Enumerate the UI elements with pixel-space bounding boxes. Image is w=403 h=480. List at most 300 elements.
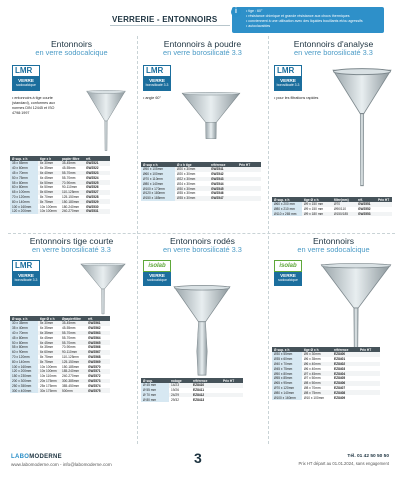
table-cell: 24/29 bbox=[169, 393, 191, 398]
table-cell bbox=[237, 196, 261, 201]
footer-website[interactable]: www.labomoderne.com - info@labomoderne.com bbox=[11, 462, 112, 467]
spec-table bbox=[272, 197, 392, 216]
table-cell: GW2573 bbox=[86, 379, 110, 384]
table-header-cell: Prix HT bbox=[358, 347, 380, 352]
table-cell: GW2525 bbox=[84, 180, 110, 185]
panel-title: Entonnoirs d'analyse bbox=[293, 39, 374, 49]
table-cell: GW2574 bbox=[88, 383, 101, 388]
table-header-cell: Prix HT bbox=[237, 162, 261, 167]
funnel-icon bbox=[86, 90, 126, 152]
table-cell: GW2521 bbox=[84, 161, 110, 166]
funnel-image bbox=[320, 263, 392, 358]
product-description bbox=[274, 96, 318, 101]
table-cell: GW2543 bbox=[209, 177, 237, 182]
table-cell: 35 x 55mm bbox=[10, 161, 38, 166]
table-cell: Ø50 x 105mm bbox=[141, 167, 175, 172]
table-cell: Ø 80 mm bbox=[141, 397, 169, 402]
panel-subtitle: en verre borosilicaté 3.3 bbox=[163, 245, 242, 254]
table-cell: Ø110 x 265 mm bbox=[272, 212, 302, 217]
table-cell: 50 x 80mm bbox=[10, 340, 38, 345]
badge-material-type: sodocalcique bbox=[278, 278, 298, 282]
table-header-cell: papier filtre bbox=[60, 156, 84, 161]
table-cell: 300-385mm bbox=[60, 379, 86, 384]
brand-logo: isolab bbox=[274, 260, 302, 272]
table-cell: GW2564 bbox=[88, 335, 101, 340]
table-cell: Ø150 x 185mm bbox=[141, 196, 175, 201]
table-cell: Ø 45 mm bbox=[141, 383, 169, 388]
table-cell: Ø70 x 120mm bbox=[272, 386, 302, 391]
brand-logo: LMR bbox=[143, 65, 171, 77]
footer-price-note: Prix HT départ au 01.01.2024, sans engagement bbox=[298, 461, 389, 466]
spec-table bbox=[272, 347, 380, 400]
description-line: • entonnoirs à tige courte bbox=[12, 96, 53, 100]
table-cell: 6x 35mm bbox=[40, 166, 54, 171]
material-badge bbox=[274, 65, 302, 91]
description-line: • pour les filtrations rapides bbox=[274, 96, 319, 100]
column-divider bbox=[137, 36, 138, 444]
table-cell: GW2545 bbox=[209, 186, 237, 191]
badge-material-label bbox=[143, 272, 171, 286]
table-cell: GW2526 bbox=[86, 185, 99, 190]
page-number: 3 bbox=[194, 450, 202, 466]
table-cell: Ø8 x 50mm bbox=[302, 381, 332, 386]
table-cell: Ø5 x 30mm bbox=[302, 352, 332, 357]
table-cell: Ø35 x 30mm bbox=[175, 196, 209, 201]
table-cell: EZ8406 bbox=[332, 381, 358, 386]
table-cell: GW2547 bbox=[209, 196, 237, 201]
product-description bbox=[143, 96, 161, 101]
table-cell: GW2524 bbox=[86, 175, 99, 180]
table-cell: 185-240mm bbox=[60, 369, 86, 374]
info-line: • tige : 60° bbox=[246, 9, 263, 13]
spec-table bbox=[141, 378, 243, 402]
info-line: • résistance chimique et grande résistance aux chocs thermiques bbox=[246, 14, 350, 18]
table-cell: 6x 45mm bbox=[40, 175, 54, 180]
table-header-cell: réf. bbox=[356, 197, 376, 202]
table-cell: 385-450mm bbox=[62, 383, 80, 388]
panel-subtitle: en verre borosilicaté 3.3 bbox=[294, 48, 373, 57]
product-panel bbox=[272, 237, 395, 433]
table-cell: 110-125mm bbox=[62, 354, 79, 359]
table-cell: Ø50 x 80mm bbox=[272, 371, 302, 376]
table-cell: Ø65 x 95mm bbox=[272, 381, 302, 386]
table-cell: Ø150/185 bbox=[332, 212, 356, 217]
product-panel bbox=[10, 40, 133, 236]
table-cell: 29/32 bbox=[171, 397, 179, 402]
material-badge bbox=[143, 65, 171, 91]
table-cell: 110-125mm bbox=[60, 190, 84, 195]
badge-material-type: borosilicaté 3.3 bbox=[14, 278, 38, 282]
table-cell: 150-180mm bbox=[60, 199, 84, 204]
product-panel bbox=[141, 237, 264, 433]
spec-table bbox=[141, 162, 261, 201]
panel-subtitle: en verre sodocalcique bbox=[297, 245, 370, 254]
table-cell: Ø100 x 170mm bbox=[141, 186, 175, 191]
table-cell: GW2566 bbox=[88, 345, 101, 350]
info-line: • conviennent à une utilisation avec des liquides bouillants et/ou agressifs bbox=[246, 19, 363, 23]
table-cell: GW2568 bbox=[88, 354, 101, 359]
table-cell: 6x 30mm bbox=[38, 161, 60, 166]
panel-title: Entonnoirs tige courte bbox=[29, 236, 114, 246]
info-box bbox=[232, 7, 384, 33]
table-cell: 40 x 60mm bbox=[10, 166, 38, 171]
table-cell: 14/23 bbox=[169, 383, 191, 388]
table-cell: Ø30 x 55mm bbox=[272, 352, 302, 357]
table-header-cell: Ø sup. x h bbox=[272, 197, 302, 202]
table-cell: EZ8401 bbox=[334, 357, 346, 362]
funnel-icon bbox=[173, 285, 231, 377]
spec-table bbox=[10, 156, 110, 214]
table-cell: Ø55 x 85mm bbox=[272, 376, 302, 381]
table-cell: GW2571 bbox=[86, 369, 110, 374]
table-cell: Ø100 x 160mm bbox=[272, 395, 302, 400]
table-cell: Ø35 x 30mm bbox=[177, 191, 196, 196]
column-divider bbox=[268, 36, 269, 444]
badge-material-name: VERRE bbox=[280, 273, 296, 278]
info-icon: i bbox=[231, 7, 241, 17]
table-cell: Ø8 x 70mm bbox=[304, 385, 321, 390]
table-cell: Ø60 x 200 mm bbox=[272, 202, 302, 207]
brand-logo: isolab bbox=[143, 260, 171, 272]
funnel-icon bbox=[181, 92, 241, 147]
table-header-cell: Ø sup. x h bbox=[272, 347, 302, 352]
table-cell: 240-270mm bbox=[62, 374, 80, 379]
spec-table bbox=[10, 316, 110, 393]
table-cell bbox=[358, 395, 380, 400]
table-cell: Ø20 x 30mm bbox=[175, 167, 209, 172]
table-cell: 5x 30mm bbox=[38, 321, 60, 326]
table-header-cell: référence bbox=[191, 378, 221, 383]
table-cell: GW2531 bbox=[84, 209, 110, 214]
table-cell: 45 x 80mm bbox=[10, 335, 38, 340]
table-header-cell: réf. bbox=[86, 316, 110, 321]
table-cell: GW2529 bbox=[84, 199, 110, 204]
panel-subtitle: en verre borosilicaté 3.3 bbox=[163, 48, 242, 57]
table-cell bbox=[221, 397, 243, 402]
funnel-image bbox=[173, 285, 231, 382]
table-cell: 80 x 140mm bbox=[10, 359, 38, 364]
table-cell: 45-55mm bbox=[62, 166, 76, 171]
brand-logo: LMR bbox=[12, 260, 40, 272]
table-cell: 70 x 120mm bbox=[10, 195, 38, 200]
badge-material-type: borosilicaté 3.3 bbox=[145, 83, 169, 87]
table-cell: GW2575 bbox=[86, 388, 110, 393]
table-cell: 6x 35mm bbox=[38, 331, 60, 336]
table-cell: Ø6 x 40mm bbox=[302, 362, 332, 367]
table-cell: GW2541 bbox=[209, 167, 237, 172]
table-header-cell: Ø sup. x h bbox=[10, 156, 38, 161]
description-line: • angle 60° bbox=[143, 96, 161, 100]
material-badge bbox=[12, 65, 40, 91]
table-cell: 8x 60mm bbox=[38, 190, 60, 195]
table-cell: 80 x 140mm bbox=[10, 199, 38, 204]
table-header-cell: Prix HT bbox=[221, 378, 243, 383]
table-cell: EZ8402 bbox=[332, 362, 358, 367]
table-row[interactable] bbox=[141, 397, 243, 402]
table-cell: GW2553 bbox=[356, 212, 376, 217]
table-cell: 240-270mm bbox=[60, 209, 84, 214]
table-cell: 55-70mm bbox=[60, 331, 86, 336]
table-cell: Ø8 x 75mm bbox=[302, 390, 332, 395]
table-header-cell: filtre(mm) bbox=[332, 197, 356, 202]
table-cell: 19/26 bbox=[171, 388, 179, 393]
badge-material-label bbox=[274, 272, 302, 286]
table-cell: 6x 50mm bbox=[40, 185, 54, 190]
brand-logo: LMR bbox=[274, 65, 302, 77]
table-cell: EZ8403 bbox=[334, 366, 346, 371]
table-header-cell: tige Ø x h bbox=[38, 316, 60, 321]
panel-title: Entonnoirs bbox=[50, 39, 93, 49]
badge-material-label bbox=[143, 77, 171, 91]
table-cell: 65 x 100mm bbox=[10, 190, 38, 195]
table-cell: 120 x 200mm bbox=[10, 369, 38, 374]
table-cell: GW2546 bbox=[211, 191, 224, 196]
table-cell: GW2522 bbox=[86, 166, 99, 171]
panel-title: Entonnoirs rodés bbox=[170, 236, 235, 246]
badge-material-name: VERRE bbox=[18, 78, 34, 83]
table-cell: 10x 100mm bbox=[40, 204, 57, 209]
badge-material-name: VERRE bbox=[280, 78, 296, 83]
table-cell: 10x 100mm bbox=[38, 209, 60, 214]
table-cell: 55 x 80mm bbox=[10, 180, 38, 185]
table-cell: EZ8405 bbox=[334, 376, 346, 381]
table-cell: 25x 175mm bbox=[40, 383, 57, 388]
table-cell: Ø10 x 100mm bbox=[304, 395, 325, 400]
table-cell: Ø40 x 70mm bbox=[272, 362, 302, 367]
table-cell: 55-70mm bbox=[60, 171, 84, 176]
table-cell: 55-70mm bbox=[60, 340, 86, 345]
table-cell: Ø80 x 140mm bbox=[141, 181, 175, 186]
badge-material-type: sodocalcique bbox=[16, 83, 36, 87]
badge-material-name: VERRE bbox=[149, 78, 165, 83]
table-cell: Ø9 x 150 mm bbox=[304, 207, 324, 212]
funnel-image bbox=[80, 263, 126, 320]
badge-material-label bbox=[274, 77, 302, 91]
table-header-cell: tige Ø x h bbox=[302, 347, 332, 352]
table-cell: 150 x 230mm bbox=[10, 374, 38, 379]
badge-material-label bbox=[12, 272, 40, 286]
table-cell bbox=[376, 212, 392, 217]
table-header-cell: Ø sup. bbox=[141, 378, 169, 383]
table-cell: 10x 100mm bbox=[40, 364, 57, 369]
table-row[interactable] bbox=[10, 209, 110, 214]
description-line: 4798:1997 bbox=[12, 111, 30, 115]
table-header-cell: rodage bbox=[169, 378, 191, 383]
table-cell: GW2569 bbox=[86, 359, 110, 364]
table-cell: 6x 60mm bbox=[38, 350, 60, 355]
table-cell: 90-110mm bbox=[62, 185, 77, 190]
table-cell: 8x 75mm bbox=[40, 354, 54, 359]
table-header-cell: Ø sup. x h bbox=[10, 316, 38, 321]
table-cell: 100 x 160mm bbox=[10, 364, 38, 369]
table-row[interactable] bbox=[272, 395, 380, 400]
product-panel bbox=[10, 237, 133, 433]
material-badge bbox=[12, 260, 40, 286]
table-cell: 30 x 35mm bbox=[10, 321, 38, 326]
description-line: (standard), conformes aux bbox=[12, 101, 56, 105]
table-cell: 6x 45mm bbox=[40, 335, 54, 340]
table-cell: 55-70mm bbox=[62, 175, 76, 180]
table-header-cell: Prix HT bbox=[376, 197, 392, 202]
table-cell: 60 x 80mm bbox=[10, 185, 38, 190]
table-header-cell: Øpapierfiltre bbox=[60, 316, 86, 321]
table-cell: 6x 35mm bbox=[40, 326, 54, 331]
table-cell: 8x 70mm bbox=[40, 194, 54, 199]
brand-logo: LMR bbox=[12, 65, 40, 77]
table-cell: GW2528 bbox=[86, 194, 99, 199]
table-cell: 8x 75mm bbox=[38, 199, 60, 204]
table-cell: 35-45mm bbox=[60, 321, 86, 326]
panel-title: Entonnoirs bbox=[312, 236, 355, 246]
table-cell: Ø7 x 45mm bbox=[302, 371, 332, 376]
info-line: • autoclavables bbox=[246, 24, 271, 28]
badge-material-type: sodocalcique bbox=[147, 278, 167, 282]
table-header-cell: référence bbox=[332, 347, 358, 352]
table-cell: GW2561 bbox=[86, 321, 110, 326]
table-cell: 10x 100mm bbox=[38, 369, 60, 374]
table-cell: 125-150mm bbox=[60, 359, 86, 364]
badge-material-name: VERRE bbox=[18, 273, 34, 278]
table-cell: GW2562 bbox=[88, 326, 101, 331]
table-cell: GW2527 bbox=[84, 190, 110, 195]
table-cell: Ø 70 mm bbox=[141, 393, 169, 398]
table-cell: Ø90/110 bbox=[334, 207, 346, 212]
table-cell: 50 x 75mm bbox=[10, 175, 38, 180]
table-cell: EZ8411 bbox=[193, 388, 204, 393]
table-cell: GW2542 bbox=[211, 172, 224, 177]
table-header-cell: tige x h bbox=[38, 156, 60, 161]
table-cell: GW2544 bbox=[211, 181, 224, 186]
table-cell: 55-70mm bbox=[62, 335, 76, 340]
panel-subtitle: en verre borosilicaté 3.3 bbox=[32, 245, 111, 254]
page-title: VERRERIE - ENTONNOIRS bbox=[112, 15, 218, 24]
table-cell: GW2570 bbox=[88, 364, 101, 369]
table-cell: Ø22 x 30mm bbox=[175, 177, 209, 182]
table-cell: 45-55mm bbox=[62, 326, 76, 331]
table-cell: 40 x 70mm bbox=[10, 331, 38, 336]
table-cell: 10x 110mm bbox=[40, 374, 57, 379]
table-header-cell: tige Ø x h bbox=[302, 197, 332, 202]
table-row[interactable] bbox=[272, 212, 392, 217]
table-cell: GW2565 bbox=[86, 340, 110, 345]
table-header-cell: Ø sup x h bbox=[141, 162, 175, 167]
table-cell: Ø 55 mm bbox=[141, 388, 169, 393]
table-cell: GW2567 bbox=[86, 350, 110, 355]
badge-material-type: borosilicaté 3.3 bbox=[276, 83, 300, 87]
table-cell: 150-185mm bbox=[62, 364, 80, 369]
product-description bbox=[12, 96, 55, 116]
table-cell: 30x 175mm bbox=[38, 388, 60, 393]
table-cell: EZ8408 bbox=[332, 390, 358, 395]
table-cell: Ø80 x 210 mm bbox=[272, 207, 302, 212]
material-badge bbox=[274, 260, 302, 286]
table-header-cell: Ø x h tige bbox=[175, 162, 209, 167]
table-cell: EZ8400 bbox=[332, 352, 358, 357]
table-cell: 70 x 120mm bbox=[10, 355, 38, 360]
table-cell: 8x 75mm bbox=[38, 359, 60, 364]
table-cell: 6x 45mm bbox=[38, 340, 60, 345]
table-cell: GW2552 bbox=[358, 207, 371, 212]
badge-material-label bbox=[12, 77, 40, 91]
table-cell: 45 x 70mm bbox=[10, 171, 38, 176]
table-cell: GW2572 bbox=[88, 374, 101, 379]
funnel-icon bbox=[80, 263, 126, 315]
table-cell: Ø20 x 30mm bbox=[177, 172, 196, 177]
table-cell: Ø24 x 30mm bbox=[177, 181, 196, 186]
table-cell: EZ8404 bbox=[332, 371, 358, 376]
table-cell: 70-90mm bbox=[62, 345, 76, 350]
panel-subtitle: en verre sodocalcique bbox=[35, 48, 108, 57]
table-cell: GW2523 bbox=[84, 171, 110, 176]
panel-title: Entonnoirs à poudre bbox=[163, 39, 242, 49]
table-cell: 500mm bbox=[60, 388, 86, 393]
funnel-image bbox=[332, 68, 392, 193]
table-cell: Ø70 bbox=[332, 202, 356, 207]
table-cell: 100 x 160mm bbox=[10, 204, 38, 209]
table-cell: GW2551 bbox=[356, 202, 376, 207]
table-cell: Ø80 x 140mm bbox=[272, 390, 302, 395]
table-cell: GW2530 bbox=[86, 204, 99, 209]
table-cell: 70-90mm bbox=[60, 180, 84, 185]
table-cell: Ø35 x 60mm bbox=[272, 357, 302, 362]
funnel-icon bbox=[320, 263, 392, 353]
funnel-image bbox=[86, 90, 126, 157]
table-cell: 55 x 80mm bbox=[10, 345, 38, 350]
table-cell: 6x 35mm bbox=[40, 345, 54, 350]
table-cell: Ø70 x 110mm bbox=[141, 177, 175, 182]
funnel-image bbox=[181, 92, 241, 152]
table-cell: 90-110mm bbox=[60, 350, 86, 355]
table-cell: Ø30 x 30mm bbox=[175, 186, 209, 191]
table-cell: 35-45mm bbox=[60, 161, 84, 166]
table-cell: Ø6 x 35mm bbox=[304, 357, 321, 362]
table-cell: 120 x 200mm bbox=[10, 209, 38, 214]
table-cell: 6x 50mm bbox=[38, 180, 60, 185]
table-cell: 20x 175mm bbox=[38, 379, 60, 384]
table-cell: Ø60 x 100mm bbox=[141, 172, 175, 177]
table-header-cell: référence bbox=[209, 162, 237, 167]
table-cell: 35 x 40mm bbox=[10, 326, 38, 331]
footer-phone: Tél. 01 42 50 50 50 bbox=[347, 454, 389, 459]
table-cell: EZ8410 bbox=[191, 383, 221, 388]
description-line: normes DIN 12445 et ISO bbox=[12, 106, 55, 110]
table-cell: Ø9 x 150 mm bbox=[302, 202, 332, 207]
badge-material-name: VERRE bbox=[149, 273, 165, 278]
page-header bbox=[0, 0, 403, 36]
funnel-icon bbox=[332, 68, 392, 188]
table-cell: 180-240mm bbox=[62, 204, 80, 209]
table-cell: Ø7 x 50mm bbox=[304, 376, 321, 381]
table-cell: Ø45 x 75mm bbox=[272, 366, 302, 371]
table-cell: Ø120 x 180mm bbox=[141, 191, 175, 196]
table-cell: 60 x 90mm bbox=[10, 350, 38, 355]
table-cell: EZ8412 bbox=[191, 393, 221, 398]
table-cell: 300 x 400mm bbox=[10, 388, 38, 393]
table-cell: EZ8409 bbox=[334, 395, 346, 400]
table-cell: 250 x 350mm bbox=[10, 383, 38, 388]
table-cell: 6x 40mm bbox=[38, 171, 60, 176]
table-cell: 125-150mm bbox=[62, 194, 80, 199]
table-cell: EZ8407 bbox=[334, 385, 346, 390]
header-divider bbox=[110, 25, 230, 26]
table-row[interactable] bbox=[141, 196, 261, 201]
table-cell: GW2563 bbox=[86, 331, 110, 336]
table-cell: EZ8413 bbox=[193, 397, 205, 402]
table-row[interactable] bbox=[10, 388, 110, 393]
table-cell: Ø9 x 180 mm bbox=[302, 212, 332, 217]
table-cell: Ø6 x 40mm bbox=[304, 366, 321, 371]
table-header-cell: réf. bbox=[84, 156, 110, 161]
